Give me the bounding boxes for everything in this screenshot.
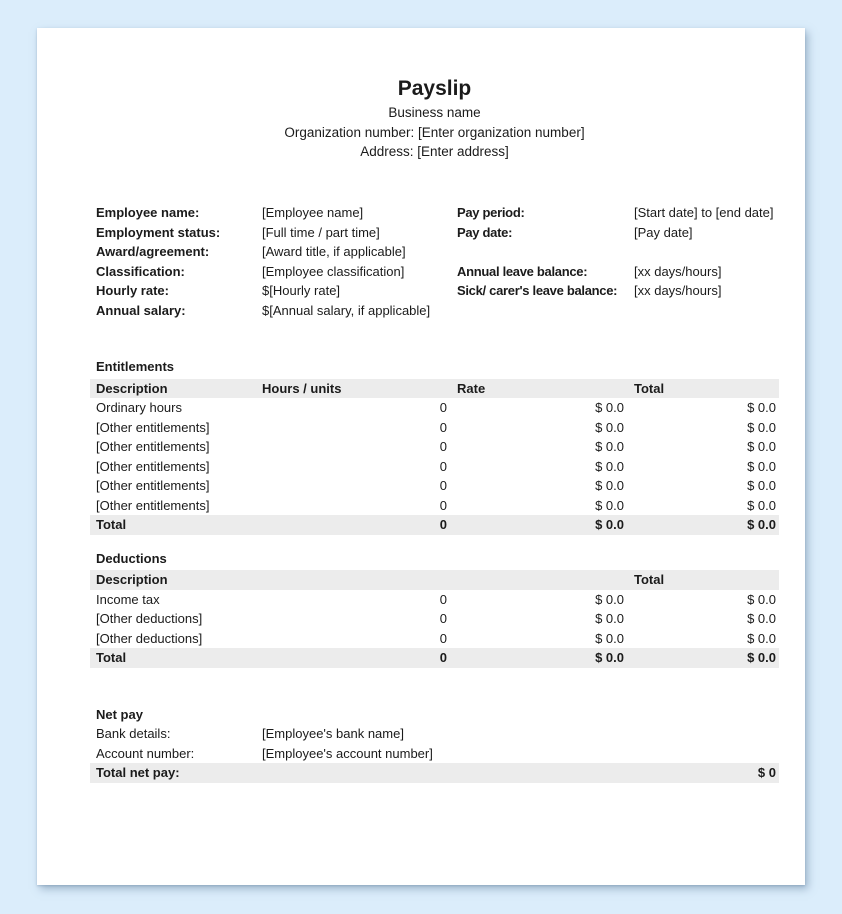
table-row	[90, 496, 779, 516]
section-heading: Deductions	[96, 550, 167, 566]
entitlement-rate: $ 0.0	[595, 419, 624, 435]
entitlement-description: [Other entitlements]	[96, 458, 210, 474]
employee-name-label: Employee name:	[96, 205, 200, 220]
entitlement-units: 0	[439, 400, 447, 415]
entitlements-total-row	[90, 515, 779, 535]
deduction-description: [Other deductions]	[96, 611, 203, 626]
entitlement-rate: $ 0.0	[595, 478, 624, 493]
info-row	[90, 203, 779, 223]
info-row	[90, 281, 779, 301]
net-pay-row	[90, 724, 779, 744]
deductions-table	[90, 570, 779, 668]
total-units: 0	[439, 650, 447, 665]
deduction-units: 0	[439, 591, 447, 607]
deduction-description: Income tax	[96, 591, 160, 607]
sick-leave-balance-value: [xx days/hours]	[634, 283, 722, 298]
classification-label: Classification:	[96, 263, 185, 279]
employee-info-section	[90, 203, 779, 320]
deduction-total: $ 0.0	[747, 630, 776, 646]
entitlement-total: $ 0.0	[747, 478, 776, 493]
deduction-total: $ 0.0	[747, 591, 776, 607]
deduction-description: [Other deductions]	[96, 630, 203, 646]
total-rate: $ 0.0	[595, 517, 624, 532]
info-row	[90, 242, 779, 262]
column-header-total: Total	[634, 572, 665, 587]
page-title: Payslip	[397, 77, 472, 100]
deduction-rate: $ 0.0	[595, 591, 624, 607]
annual-salary-value: $[Annual salary, if applicable]	[262, 302, 431, 318]
employment-status-label: Employment status:	[96, 224, 221, 240]
entitlement-description: [Other entitlements]	[96, 419, 210, 435]
total-net-pay-value: $ 0	[757, 765, 776, 780]
account-number-value: [Employee's account number]	[262, 745, 433, 761]
net-pay-section-title	[90, 705, 779, 725]
entitlement-units: 0	[439, 497, 447, 513]
total-total: $ 0.0	[747, 517, 776, 532]
table-row	[90, 398, 779, 418]
entitlement-total: $ 0.0	[747, 458, 776, 474]
column-header-rate: Rate	[457, 380, 486, 396]
table-row	[90, 457, 779, 477]
pay-period-label: Pay period:	[457, 205, 525, 220]
entitlements-table	[90, 379, 779, 535]
entitlement-rate: $ 0.0	[595, 439, 624, 454]
deduction-total: $ 0.0	[747, 611, 776, 626]
entitlement-total: $ 0.0	[747, 497, 776, 513]
total-units: 0	[439, 517, 447, 532]
entitlement-rate: $ 0.0	[595, 400, 624, 415]
entitlement-description: [Other entitlements]	[96, 478, 210, 493]
info-row	[90, 301, 779, 321]
entitlement-total: $ 0.0	[747, 439, 776, 454]
table-row	[90, 609, 779, 629]
deduction-units: 0	[439, 630, 447, 646]
entitlement-units: 0	[439, 439, 447, 454]
net-pay-row	[90, 744, 779, 764]
entitlements-section-title	[90, 357, 779, 377]
classification-value: [Employee classification]	[262, 263, 405, 279]
entitlement-rate: $ 0.0	[595, 497, 624, 513]
pay-date-value: [Pay date]	[634, 224, 693, 240]
entitlement-total: $ 0.0	[747, 400, 776, 415]
entitlement-units: 0	[439, 478, 447, 493]
total-label: Total	[96, 650, 127, 665]
entitlement-units: 0	[439, 419, 447, 435]
employment-status-value: [Full time / part time]	[262, 224, 380, 240]
section-heading: Entitlements	[96, 359, 175, 374]
hourly-rate-value: $[Hourly rate]	[262, 283, 341, 298]
entitlement-total: $ 0.0	[747, 419, 776, 435]
entitlement-description: Ordinary hours	[96, 400, 182, 415]
deduction-rate: $ 0.0	[595, 611, 624, 626]
payslip-content	[90, 28, 779, 783]
section-heading: Net pay	[96, 706, 143, 722]
table-row	[90, 418, 779, 438]
deduction-units: 0	[439, 611, 447, 626]
total-net-pay-label: Total net pay:	[96, 765, 180, 780]
pay-date-label: Pay date:	[457, 224, 513, 240]
entitlements-header-row	[90, 379, 779, 399]
annual-salary-label: Annual salary:	[96, 302, 186, 318]
bank-details-label: Bank details:	[96, 726, 171, 741]
award-agreement-label: Award/agreement:	[96, 244, 210, 259]
entitlement-rate: $ 0.0	[595, 458, 624, 474]
table-row	[90, 437, 779, 457]
deductions-total-row	[90, 648, 779, 668]
net-pay-section	[90, 724, 779, 783]
deduction-rate: $ 0.0	[595, 630, 624, 646]
organization-number-line: Organization number: [Enter organization number]	[284, 124, 585, 140]
deductions-header-row	[90, 570, 779, 590]
net-pay-total-row	[90, 763, 779, 783]
table-row	[90, 476, 779, 496]
column-header-hours-units: Hours / units	[262, 380, 342, 396]
award-agreement-value: [Award title, if applicable]	[262, 244, 406, 259]
employee-name-value: [Employee name]	[262, 205, 364, 220]
total-label: Total	[96, 517, 127, 532]
info-row	[90, 262, 779, 282]
business-name: Business name	[388, 105, 481, 120]
account-number-label: Account number:	[96, 745, 195, 761]
payslip-page	[37, 28, 805, 885]
entitlement-description: [Other entitlements]	[96, 439, 210, 454]
annual-leave-balance-label: Annual leave balance:	[457, 263, 588, 279]
annual-leave-balance-value: [xx days/hours]	[634, 263, 722, 279]
bank-details-value: [Employee's bank name]	[262, 726, 404, 741]
hourly-rate-label: Hourly rate:	[96, 283, 169, 298]
total-rate: $ 0.0	[595, 650, 624, 665]
entitlement-units: 0	[439, 458, 447, 474]
column-header-description: Description	[96, 380, 168, 396]
column-header-total: Total	[634, 380, 665, 396]
address-line: Address: [Enter address]	[360, 144, 509, 159]
deductions-section-title	[90, 549, 779, 569]
table-row	[90, 629, 779, 649]
entitlement-description: [Other entitlements]	[96, 497, 210, 513]
pay-period-value: [Start date] to [end date]	[634, 205, 774, 220]
document-header	[90, 75, 779, 162]
sick-leave-balance-label: Sick/ carer's leave balance:	[457, 283, 618, 298]
info-row	[90, 223, 779, 243]
total-total: $ 0.0	[747, 650, 776, 665]
table-row	[90, 590, 779, 610]
column-header-description: Description	[96, 572, 168, 587]
